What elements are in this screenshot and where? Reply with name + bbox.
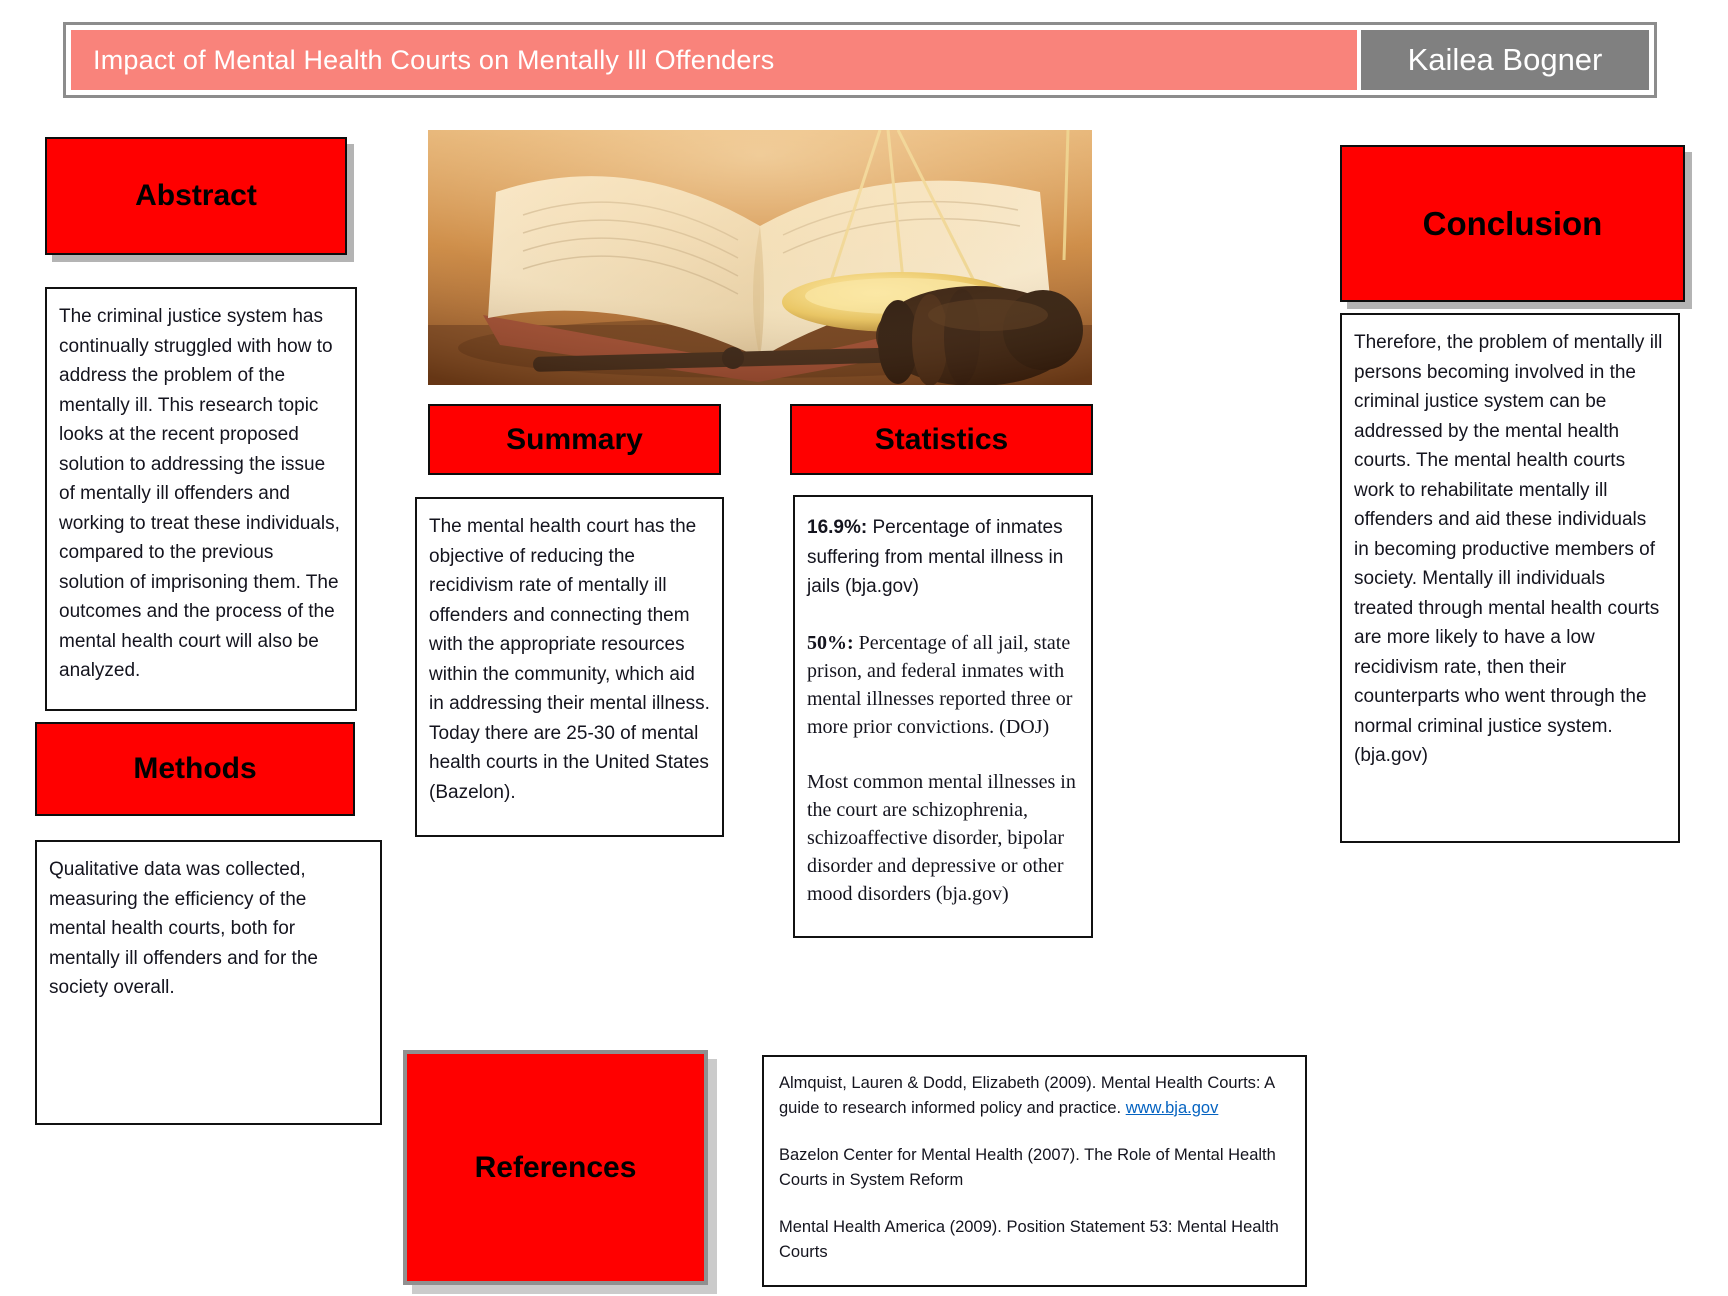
abstract-heading: Abstract xyxy=(135,179,257,212)
statistics-heading: Statistics xyxy=(874,422,1009,456)
summary-text-box xyxy=(415,497,724,837)
reference-text: Mental Health America (2009). Position Statement 53: Mental Health Courts xyxy=(779,1218,1279,1261)
references-heading: References xyxy=(474,1150,637,1184)
summary-text: The mental health court has the objective of reducing the recidivism rate of mentally ill offenders and connecting them with the appropriate resources within the community, which aid in addressing their mental illness. Today there are 25-30 of mental health courts in the United States (Bazelon). xyxy=(429,516,710,803)
justice-scales-gavel-photo xyxy=(428,130,1092,385)
abstract-text: The criminal justice system has continually struggled with how to address the problem of the mentally ill. This research topic looks at the recent proposed solution to addressing the issue of mentally ill offenders and working to treat these individuals, compared to the previous solution of imprisoning them. The outcomes and the process of the mental health court will also be analyzed. xyxy=(59,306,340,681)
author-box xyxy=(1361,30,1649,90)
poster-title-bar xyxy=(71,30,1357,90)
poster-title: Impact of Mental Health Courts on Mentally Ill Offenders xyxy=(93,44,775,75)
methods-heading: Methods xyxy=(133,752,257,785)
summary-heading: Summary xyxy=(506,422,643,456)
conclusion-heading: Conclusion xyxy=(1422,204,1603,242)
statistic-value: 50%: xyxy=(807,631,854,654)
statistic-item xyxy=(807,629,1079,741)
author-name: Kailea Bogner xyxy=(1407,42,1603,77)
reference-item xyxy=(779,1143,1290,1192)
conclusion-heading-box xyxy=(1340,145,1685,302)
conclusion-text: Therefore, the problem of mentally ill persons becoming involved in the criminal justice system can be addressed by the mental health courts. The mental health courts work to rehabilitate mentally ill offenders and aid these individuals in becoming productive members of society. Mentally ill individuals treated through mental health courts are more likely to have a low recidivism rate, then their counterparts who went through the normal criminal justice system. (bja.gov) xyxy=(1354,332,1663,766)
abstract-text-box xyxy=(45,287,357,711)
statistic-text: Percentage of inmates suffering from mental illness in jails (bja.gov) xyxy=(807,517,1064,597)
reference-text: Bazelon Center for Mental Health (2007). The Role of Mental Health Courts in System Reform xyxy=(779,1146,1276,1189)
reference-item xyxy=(779,1071,1290,1120)
summary-heading-box xyxy=(428,404,721,475)
statistic-item xyxy=(807,513,1079,602)
references-text-box xyxy=(762,1055,1307,1287)
reference-link[interactable]: www.bja.gov xyxy=(1125,1098,1219,1117)
statistics-heading-box xyxy=(790,404,1093,475)
statistic-item xyxy=(807,768,1079,908)
abstract-heading-box xyxy=(45,137,347,255)
methods-text-box xyxy=(35,840,382,1125)
methods-heading-box xyxy=(35,722,355,816)
conclusion-text-box xyxy=(1340,313,1680,843)
statistic-text: Percentage of all jail, state prison, and federal inmates with mental illnesses reported three or more prior convictions. (DOJ) xyxy=(807,631,1073,738)
reference-item xyxy=(779,1215,1290,1264)
statistics-text-box xyxy=(793,495,1093,938)
header xyxy=(63,22,1657,98)
methods-text: Qualitative data was collected, measuring the efficiency of the mental health courts, both for mentally ill offenders and for the society overall. xyxy=(49,859,318,998)
statistic-value: 16.9%: xyxy=(807,517,868,538)
references-heading-box xyxy=(403,1050,708,1285)
reference-text: Almquist, Lauren & Dodd, Elizabeth (2009). Mental Health Courts: A guide to research informed policy and practice. xyxy=(779,1074,1275,1117)
statistic-text: Most common mental illnesses in the court are schizophrenia, schizoaffective disorder, bipolar disorder and depressive or other mood disorders (bja.gov) xyxy=(807,770,1076,905)
